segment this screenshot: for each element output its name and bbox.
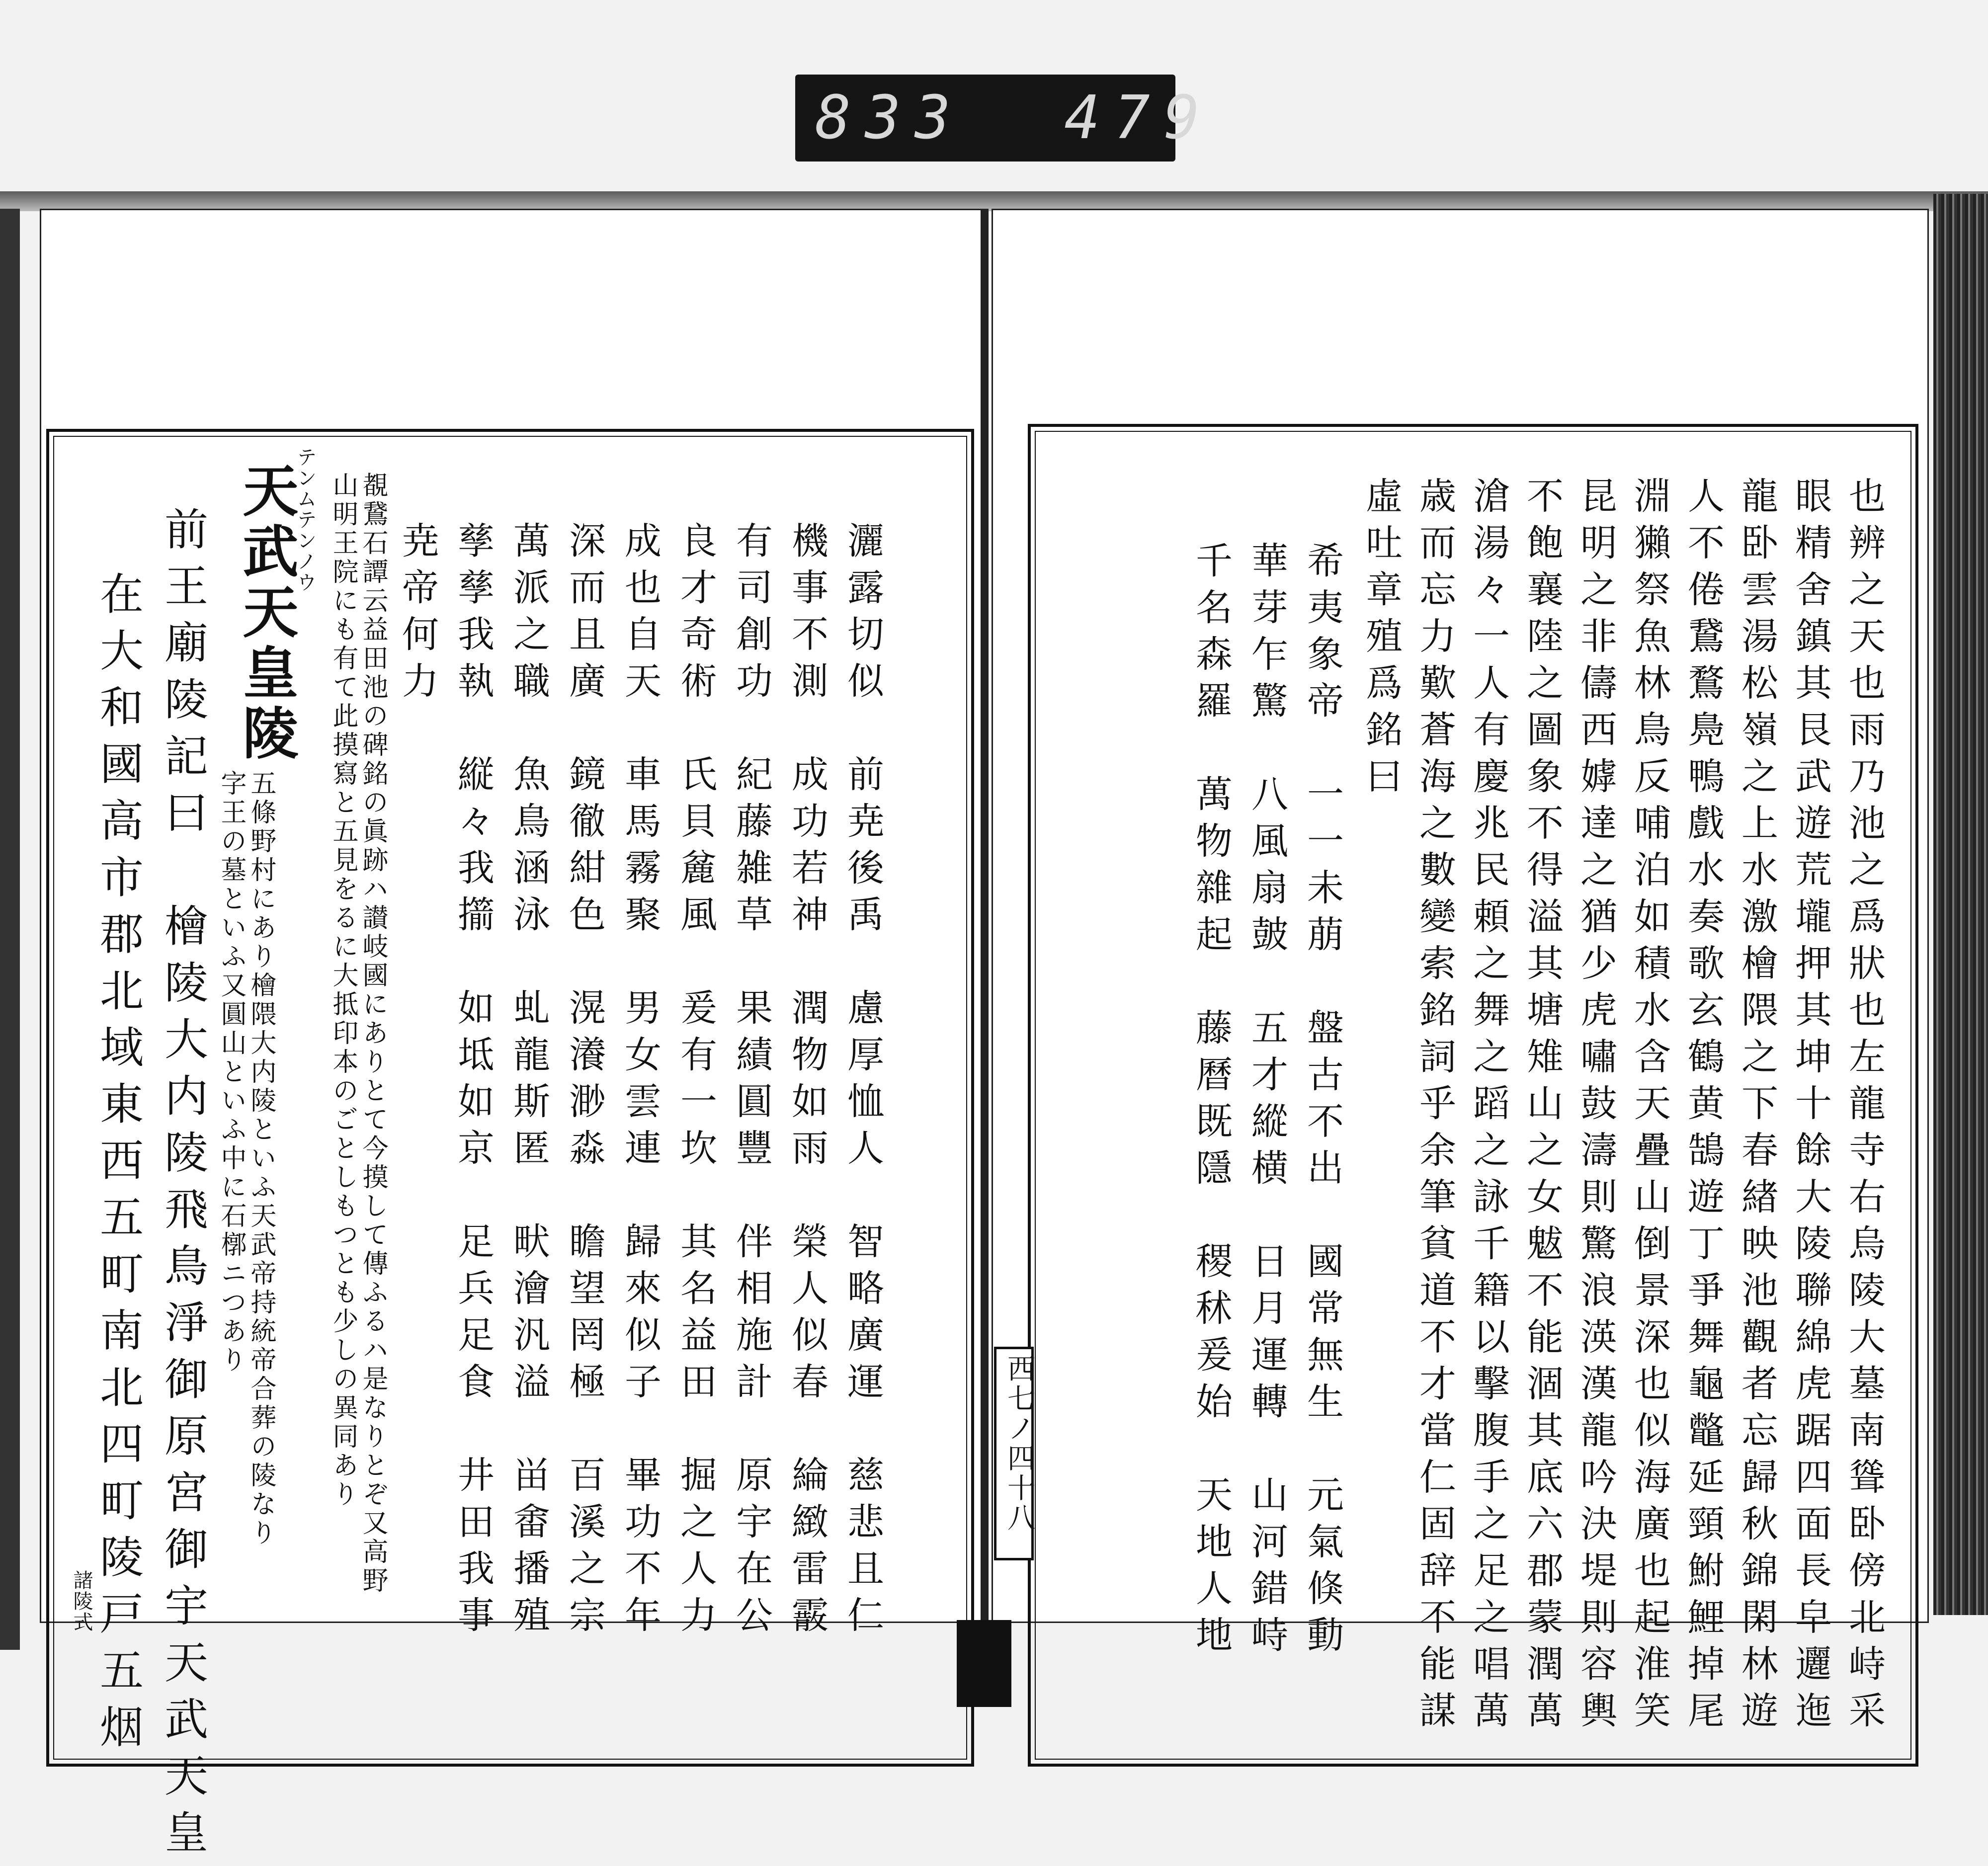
- text-column: 淵獺祭魚林鳥反哺泊如積水含天疊山倒景深也似海廣也起淮笑: [1628, 477, 1671, 1738]
- left-page: [40, 209, 982, 1866]
- verse-column: 華芽乍驚 八風扇皷 五才縱横 日月運轉 山河錯峙: [1245, 541, 1288, 1662]
- source-small: 諸陵式: [70, 1570, 93, 1632]
- text-column: 虛吐章殖爲銘曰: [1360, 477, 1403, 804]
- text-column: 昆明之非儔西嫭達之猶少虎嘯鼓濤則驚浪渶漢龍吟決堤則容輿: [1574, 477, 1617, 1738]
- verse-column: 有司創功 紀藤雑草 果績圓豐 伴相施計 原宇在公: [730, 521, 773, 1642]
- text-column: 人不倦鵞鶩鳧鴨戲水奏歌玄鶴黄鵠遊丁爭舞龜鼈延頸鮒鯉掉尾: [1682, 477, 1725, 1738]
- verse-column: 良才奇術 氏貝麄風 爰有一坎 其名益田 掘之人力: [674, 521, 717, 1642]
- book-right-edge: [1933, 194, 1988, 1615]
- note-column: 覩鵞石譚云益田池の碑銘の眞跡ハ讃岐國にありとて今摸して傳ふるハ是なりとぞ又高野: [358, 472, 388, 1596]
- right-page: [992, 209, 1929, 1738]
- note-column: 山明王院にも有て此摸寫と五見をるに大抵印本のごとしもつとも少しの異同あり: [328, 472, 358, 1509]
- verse-column: 成也自天 車馬霧聚 男女雲連 歸來似子 畢功不年: [619, 521, 662, 1642]
- film-label-number: 833 479: [815, 83, 1214, 153]
- heading-note: 字王の墓といふ又圓山といふ中に石槨ニつあり: [216, 770, 246, 1375]
- book-left-edge: [0, 209, 20, 1650]
- source-column: 前王廟陵記曰 檜陵大内陵飛鳥淨御原宮御宇天武天皇: [158, 506, 209, 1866]
- text-column: 歳而忘力歎蒼海之數變索銘詞乎余筆貧道不才當仁固辞不能謀: [1413, 477, 1456, 1738]
- verse-column: 機事不測 成功若神 潤物如雨 榮人似春 綸緻雷霰: [786, 521, 828, 1642]
- verse-column: 深而且廣 鏡徹紺色 滉瀁渺淼 瞻望罔極 百溪之宗: [563, 521, 606, 1642]
- verse-column: 萬派之職 魚鳥涵泳 虬龍斯匿 畎澮汎溢 畄畬播殖: [507, 521, 550, 1642]
- folio-number: 西七ノ四十八: [1003, 1354, 1035, 1533]
- text-column: 眼精舍鎮其艮武遊荒壠押其坤十餘大陵聯綿虎踞四面長皁邐迤: [1789, 477, 1832, 1738]
- heading: 天武天皇陵: [234, 462, 299, 765]
- folio-box: [994, 1347, 1034, 1560]
- heading-ruby: テンムテンノウ: [294, 447, 317, 593]
- verse-column: 千名森羅 萬物雜起 藤曆既隱 稷秫爰始 天地人地: [1190, 541, 1233, 1662]
- text-column: 龍卧雲湯松嶺之上水激檜隈之下春緖映池觀者忘歸秋錦閑林遊: [1736, 477, 1778, 1738]
- text-column: 滄湯々一人有慶兆民頼之舞之蹈之詠千籍以擊腹手之足之唱萬: [1467, 477, 1510, 1738]
- film-label: [795, 75, 1214, 162]
- text-column: 不飽襄陸之圖象不得溢其塘雉山之女魃不能涸其底六郡蒙潤萬: [1521, 477, 1564, 1738]
- verse-column: 希夷象帝 一一未萠 盤古不出 國常無生 元氣倏動: [1301, 541, 1344, 1662]
- text-column: 也辨之天也雨乃池之爲狀也左龍寺右烏陵大墓南聳卧傍北峙采: [1843, 477, 1886, 1738]
- spine-tab: [957, 1620, 1011, 1707]
- verse-column: 尭帝何力: [396, 521, 439, 708]
- left-page-frame: [46, 429, 974, 1866]
- heading-note: 五條野村にあり檜隈大内陵といふ天武帝持統帝合葬の陵なり: [246, 770, 276, 1548]
- source-column: 在大和國高市郡北域東西五町南北四町陵戸五烟: [93, 571, 144, 1761]
- right-page-frame: [1028, 424, 1918, 1767]
- verse-column: 孳孳我執 縦々我擶 如坻如京 足兵足食 井田我事: [452, 521, 495, 1642]
- book-top-edge: [0, 191, 1988, 211]
- verse-column: 灑露切似 前尭後禹 慮厚恤人 智略廣運 慈悲且仁: [841, 521, 884, 1642]
- page-gutter: [982, 209, 989, 1625]
